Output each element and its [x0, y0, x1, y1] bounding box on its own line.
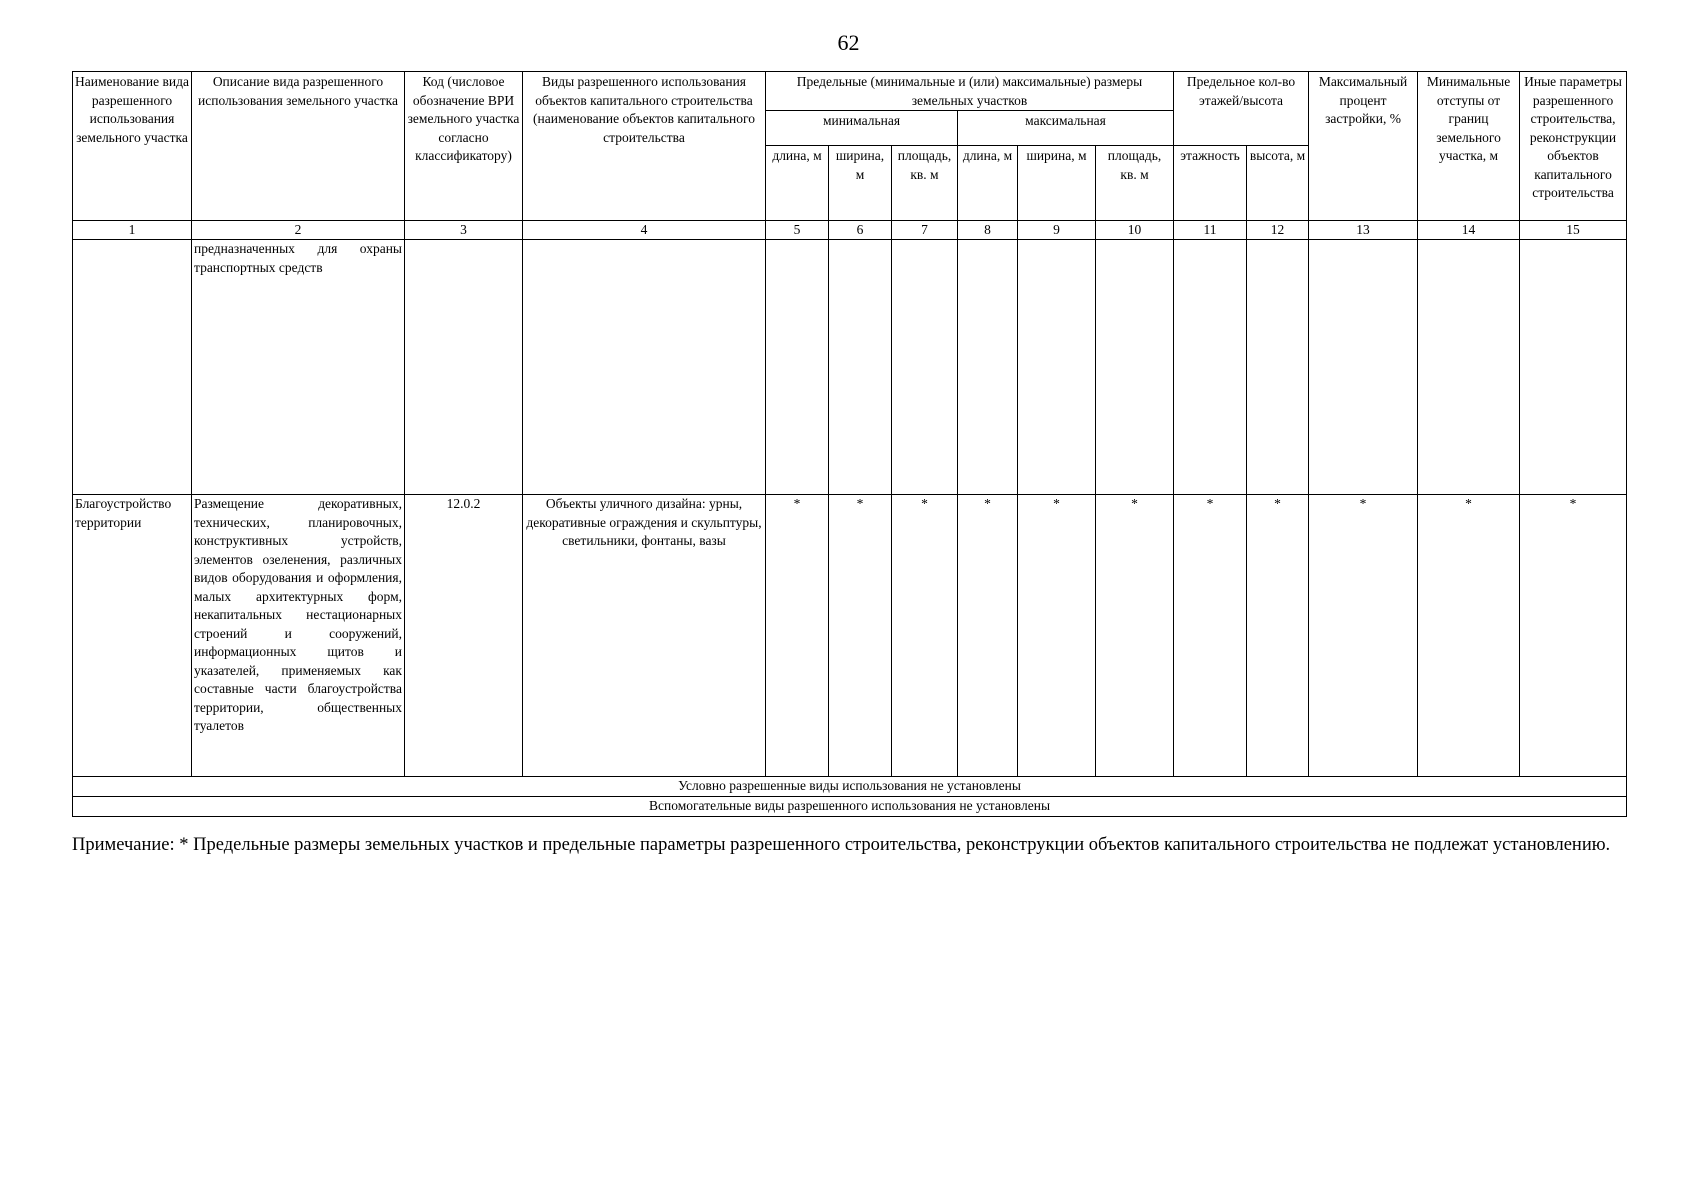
- column-number-row: [73, 221, 1627, 240]
- header-height: высота, м: [1247, 146, 1309, 221]
- column-number: 12: [1247, 221, 1309, 240]
- header-min-width: ширина, м: [829, 146, 892, 221]
- row-value: [1247, 240, 1309, 495]
- row-value: *: [766, 495, 829, 777]
- footnote: Примечание: * Предельные размеры земельных участков и предельные параметры разрешенного строительства, реконструкции объектов капитального строительства не подлежат установлению.: [72, 835, 1611, 855]
- header-min-length: длина, м: [766, 146, 829, 221]
- header-row-1: [73, 72, 1627, 111]
- column-number: 1: [73, 221, 192, 240]
- header-max-building-percent: Максимальный процент застройки, %: [1309, 72, 1418, 221]
- column-number: 14: [1418, 221, 1520, 240]
- header-max-length: длина, м: [958, 146, 1018, 221]
- column-number: 5: [766, 221, 829, 240]
- row-value: [1096, 240, 1174, 495]
- row-value: [829, 240, 892, 495]
- auxiliary-uses-row: [73, 797, 1627, 817]
- row-use-description: Размещение декоративных, технических, планировочных, конструктивных устройств, элементов озеленения, различных видов оборудования и оформления, малых архитектурных форм, некапитальных нестационарных строений и сооружений, информационных щитов и указателей, применяемых как составные части благоустройства территории, общественных туалетов: [192, 495, 405, 777]
- header-plot-size-limits: Предельные (минимальные и (или) максимальные) размеры земельных участков: [766, 72, 1174, 111]
- row-value: [1520, 240, 1627, 495]
- row-value: *: [1309, 495, 1418, 777]
- conditional-uses-row: [73, 777, 1627, 797]
- header-use-code: Код (числовое обозначение ВРИ земельного участка согласно классификатору): [405, 72, 523, 221]
- header-min-area: площадь, кв. м: [892, 146, 958, 221]
- header-use-description: Описание вида разрешенного использования земельного участка: [192, 72, 405, 221]
- table-row: [73, 495, 1627, 777]
- row-use-name: Благоустройство территории: [73, 495, 192, 777]
- row-value: [766, 240, 829, 495]
- header-construction-objects: Виды разрешенного использования объектов капитального строительства (наименование объектов капитального строительства: [523, 72, 766, 221]
- header-maximum: максимальная: [958, 111, 1174, 146]
- row-value: [1309, 240, 1418, 495]
- row-value: *: [1096, 495, 1174, 777]
- column-number: 8: [958, 221, 1018, 240]
- row-value: *: [1418, 495, 1520, 777]
- row-use-description: предназначенных для охраны транспортных средств: [192, 240, 405, 495]
- row-value: [1018, 240, 1096, 495]
- column-number: 9: [1018, 221, 1096, 240]
- column-number: 4: [523, 221, 766, 240]
- header-minimum: минимальная: [766, 111, 958, 146]
- row-value: [892, 240, 958, 495]
- column-number: 2: [192, 221, 405, 240]
- row-value: [1174, 240, 1247, 495]
- page-number: 62: [837, 30, 860, 55]
- header-max-width: ширина, м: [1018, 146, 1096, 221]
- row-value: *: [829, 495, 892, 777]
- header-max-area: площадь, кв. м: [1096, 146, 1174, 221]
- row-use-code: 12.0.2: [405, 495, 523, 777]
- row-value: [1418, 240, 1520, 495]
- column-number: 11: [1174, 221, 1247, 240]
- row-value: *: [1018, 495, 1096, 777]
- header-min-setbacks: Минимальные отступы от границ земельного участка, м: [1418, 72, 1520, 221]
- row-use-code: [405, 240, 523, 495]
- row-value: *: [1247, 495, 1309, 777]
- header-floors: этажность: [1174, 146, 1247, 221]
- row-value: *: [1520, 495, 1627, 777]
- column-number: 10: [1096, 221, 1174, 240]
- column-number: 6: [829, 221, 892, 240]
- column-number: 15: [1520, 221, 1627, 240]
- column-number: 7: [892, 221, 958, 240]
- column-number: 13: [1309, 221, 1418, 240]
- row-use-name: [73, 240, 192, 495]
- header-floors-height-limits: Предельное кол-во этажей/высота: [1174, 72, 1309, 146]
- conditional-uses-text: Условно разрешенные виды использования не установлены: [73, 777, 1627, 797]
- header-permitted-use-name: Наименование вида разрешенного использования земельного участка: [73, 72, 192, 221]
- row-value: *: [958, 495, 1018, 777]
- row-value: *: [892, 495, 958, 777]
- land-use-table: [72, 71, 1627, 817]
- row-value: *: [1174, 495, 1247, 777]
- row-construction-objects: [523, 240, 766, 495]
- table-row: [73, 240, 1627, 495]
- header-other-parameters: Иные параметры разрешенного строительства, реконструкции объектов капитального строительства: [1520, 72, 1627, 221]
- row-value: [958, 240, 1018, 495]
- auxiliary-uses-text: Вспомогательные виды разрешенного использования не установлены: [73, 797, 1627, 817]
- column-number: 3: [405, 221, 523, 240]
- row-construction-objects: Объекты уличного дизайна: урны, декоративные ограждения и скульптуры, светильники, фонтаны, вазы: [523, 495, 766, 777]
